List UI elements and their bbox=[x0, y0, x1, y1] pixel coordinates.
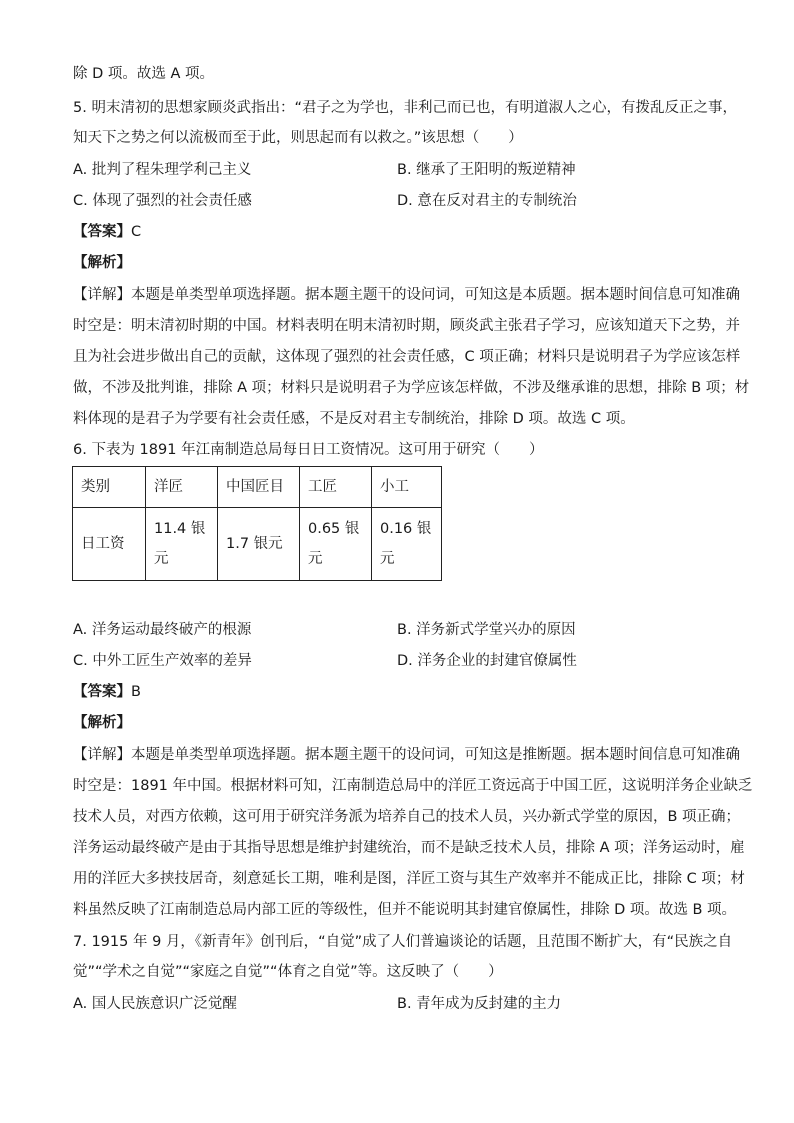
q5-detail-line-3: 且为社会进步做出自己的贡献，这体现了强烈的社会责任感，C 项正确；材料只是说明君子为学应该怎样 bbox=[73, 349, 741, 365]
q6-option-a: A. 洋务运动最终破产的根源 bbox=[73, 622, 252, 638]
q5-stem-line-2: 知天下之势之何以流极而至于此，则思起而有以救之。”该思想（ ） bbox=[73, 130, 523, 146]
q6-answer-tag: 【答案】 bbox=[73, 684, 131, 700]
q6-answer-value: B bbox=[131, 684, 141, 700]
q6-option-b: B. 洋务新式学堂兴办的原因 bbox=[397, 622, 576, 638]
wage-table bbox=[72, 466, 442, 581]
q7-option-a: A. 国人民族意识广泛觉醒 bbox=[73, 996, 237, 1012]
q6-detail-line-4: 洋务运动最终破产是由于其指导思想是维护封建统治，而不是缺乏技术人员，排除 A 项；洋务运动时，雇 bbox=[73, 840, 745, 856]
q5-option-b: B. 继承了王阳明的叛逆精神 bbox=[397, 162, 576, 178]
q5-detail-line-1: 【详解】本题是单类型单项选择题。据本题主题干的设问词，可知这是本质题。据本题时间信息可知准确 bbox=[73, 287, 740, 303]
header-category: 类别 bbox=[73, 467, 146, 508]
cell-line: 0.65 银 bbox=[308, 521, 360, 537]
q5-option-a: A. 批判了程朱理学利己主义 bbox=[73, 162, 252, 178]
q6-detail-line-2: 时空是：1891 年中国。根据材料可知，江南制造总局中的洋匠工资远高于中国工匠，这说明洋务企业缺乏 bbox=[73, 778, 753, 794]
q7-stem-line-2: 觉”“学术之自觉”“家庭之自觉”“体育之自觉”等。这反映了（ ） bbox=[73, 964, 503, 980]
q7-option-b: B. 青年成为反封建的主力 bbox=[397, 996, 562, 1012]
cell-line: 0.16 银 bbox=[380, 521, 432, 537]
previous-answer-tail: 除 D 项。故选 A 项。 bbox=[73, 66, 215, 82]
cell-chinese-foreman bbox=[218, 508, 300, 581]
q5-detail-line-4: 做，不涉及批判谁，排除 A 项；材料只是说明君子为学应该怎样做，不涉及继承谁的思想，排除 B 项；材 bbox=[73, 380, 750, 396]
header-laborer: 小工 bbox=[372, 467, 442, 508]
q5-stem-line-1: 5. 明末清初的思想家顾炎武指出：“君子之为学也，非利己而已也，有明道淑人之心，有拨乱反正之事， bbox=[73, 100, 737, 116]
q6-option-c: C. 中外工匠生产效率的差异 bbox=[73, 653, 252, 669]
q6-analysis-tag: 【解析】 bbox=[73, 715, 131, 731]
row-label-daily-wage: 日工资 bbox=[73, 508, 146, 581]
cell-foreign-craftsman bbox=[146, 508, 218, 581]
cell-line: 1.7 银元 bbox=[226, 536, 283, 552]
q5-answer-value: C bbox=[131, 224, 142, 240]
header-craftsman: 工匠 bbox=[300, 467, 372, 508]
q5-detail-line-5: 料体现的是君子为学要有社会责任感，不是反对君主专制统治，排除 D 项。故选 C 项。 bbox=[73, 411, 635, 427]
q5-option-d: D. 意在反对君主的专制统治 bbox=[397, 193, 577, 209]
q6-detail-line-1: 【详解】本题是单类型单项选择题。据本题主题干的设问词，可知这是推断题。据本题时间信息可知准确 bbox=[73, 747, 740, 763]
q5-answer-tag: 【答案】 bbox=[73, 224, 131, 240]
cell-line: 元 bbox=[380, 551, 395, 567]
q5-option-c: C. 体现了强烈的社会责任感 bbox=[73, 193, 252, 209]
q6-stem: 6. 下表为 1891 年江南制造总局每日日工资情况。这可用于研究（ ） bbox=[73, 442, 544, 458]
wage-table-row bbox=[73, 508, 442, 581]
cell-laborer bbox=[372, 508, 442, 581]
q5-detail-line-2: 时空是：明末清初时期的中国。材料表明在明末清初时期，顾炎武主张君子学习，应该知道天下之势，并 bbox=[73, 318, 740, 334]
q7-stem-line-1: 7. 1915 年 9 月，《新青年》创刊后，“自觉”成了人们普遍谈论的话题，且范围不断扩大，有“民族之自 bbox=[73, 934, 733, 950]
header-chinese-foreman: 中国匠目 bbox=[218, 467, 300, 508]
q5-analysis-tag: 【解析】 bbox=[73, 255, 131, 271]
wage-table-header-row bbox=[73, 467, 442, 508]
q6-detail-line-5: 用的洋匠大多挟技居奇，刻意延长工期，唯利是图，洋匠工资与其生产效率并不能成正比，排除 C 项；材 bbox=[73, 871, 745, 887]
q5-answer bbox=[73, 222, 723, 242]
cell-line: 元 bbox=[154, 551, 169, 567]
q6-detail-line-3: 技术人员，对西方依赖，这可用于研究洋务派为培养自己的技术人员，兴办新式学堂的原因，B 项正确； bbox=[73, 809, 741, 825]
cell-line: 11.4 银 bbox=[154, 521, 206, 537]
header-foreign-craftsman: 洋匠 bbox=[146, 467, 218, 508]
q6-option-d: D. 洋务企业的封建官僚属性 bbox=[397, 653, 577, 669]
cell-craftsman bbox=[300, 508, 372, 581]
q6-answer bbox=[73, 682, 723, 702]
cell-line: 元 bbox=[308, 551, 323, 567]
q6-detail-line-6: 料虽然反映了江南制造总局内部工匠的等级性，但并不能说明其封建官僚属性，排除 D 项。故选 B 项。 bbox=[73, 902, 737, 918]
